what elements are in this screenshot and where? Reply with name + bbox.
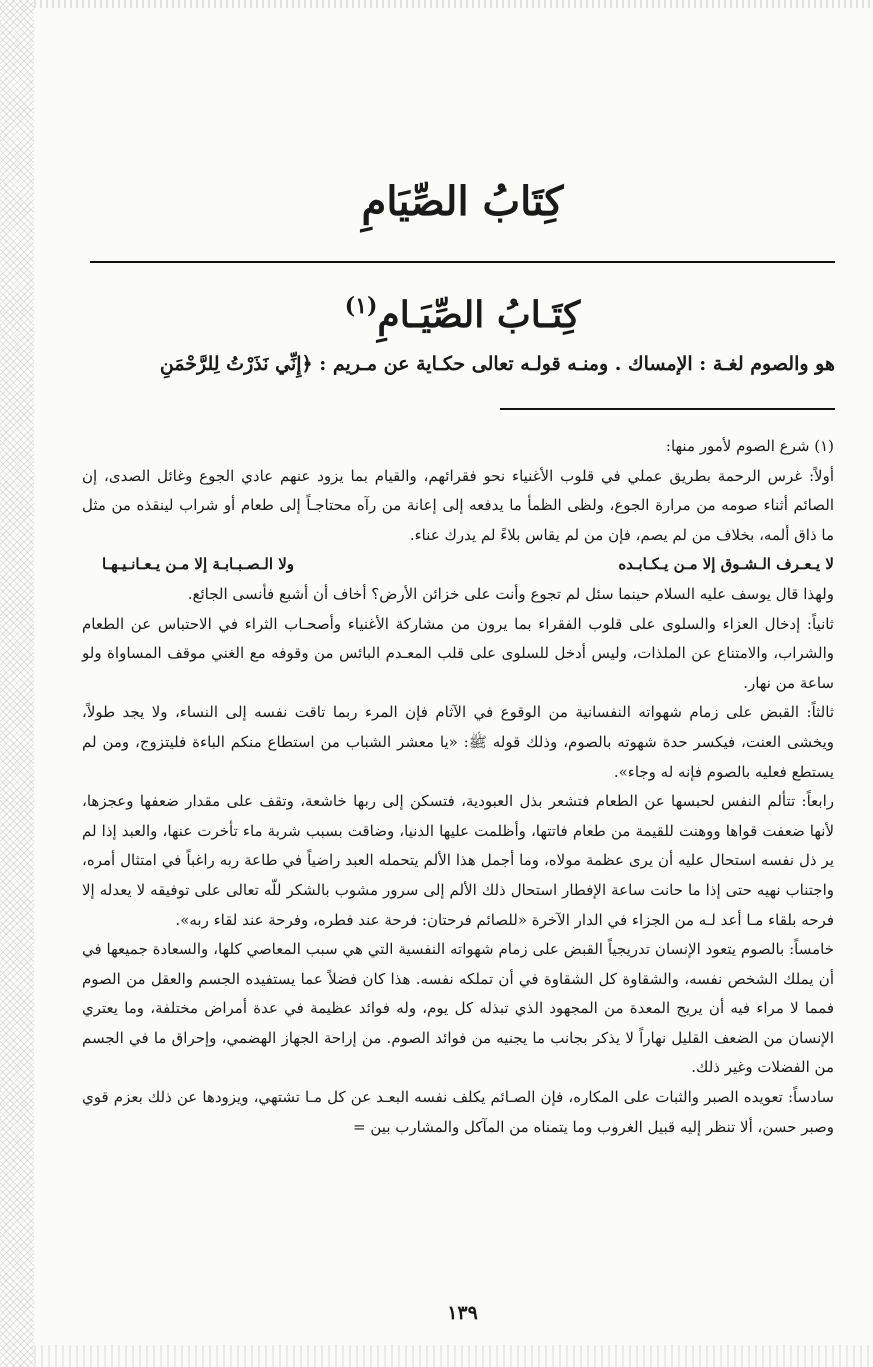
footnote-marker: (١)	[344, 293, 378, 319]
section-title	[90, 278, 835, 343]
poetry-hemistich-1: لا يـعـرف الـشـوق إلا مـن يـكـابـده	[618, 555, 834, 574]
poetry-verse	[82, 550, 834, 580]
footnote-paragraph-5: رابعاً: تتألم النفس لحبسها عن الطعام فتشعر بذل العبودية، فتسكن إلى ربها خاشعة، وتقف على مقدار ضعفها وعجزها، لأنها ضعفت قواها ووهنت للقيمة من طعام فاتتها، وأظلمت عليها الدنيا، وضاقت بسبب شربة ماء تأخرت عنها، والعبد إذا لم ير ذل نفسه استحال عليه أن يرى عظمة مولاه، وما أجمل هذا الألم يتحمله العبد راضياً في طاعة ربه راغباً في امتثال أمره، واجتناب نهيه حتى إذا ما حانت ساعة الإفطار استحال ذلك الألم إلى سرور مشوب بالشكر للّه تعالى على توفيقه لا يعدله إلا فرحه بلقاء مـا أعد لـه من الجزاء في الدار الآخرة «للصائم فرحتان: فرحة عند فطره، وفرحة عند لقاء ربه».	[82, 792, 834, 929]
header-divider	[90, 261, 835, 263]
footnote-paragraph-4: ثالثاً: القبض على زمام شهواته النفسانية من الوقوع في الآثام فإن المرء ربما تاقت نفسه إلى النساء، ولا يجد طولاً، ويخشى العنت، فيكسر حدة شهوته بالصوم، وذلك قوله ﷺ: «يا معشر الشباب من استطاع منكم الباءة فليتزوج، ومن لم يستطع فعليه بالصوم فإنه له وجاء».	[82, 703, 834, 781]
footnote-divider	[500, 408, 835, 410]
page-number: ١٣٩	[447, 1302, 478, 1324]
footnote-paragraph-3: ثانياً: إدخال العزاء والسلوى على قلوب الفقراء بما يرون من مشاركة الأغنياء وأصحـاب الثراء في الاحتباس عن الطعام والشراب، والامتناع عن الملذات، وليس أدخل للسلوى على قلب المعـدم البائس من وقوفه مع الغني موقف المساواة ولو ساعة من نهار.	[82, 614, 834, 692]
chapter-header: كِتَابُ الصِّيَامِ	[361, 178, 564, 225]
footnote-paragraph-7: سادساً: تعويده الصبر والثبات على المكاره، فإن الصـائم يكلف نفسه البعـد عن كل مـا تشتهي، ويزودها عن ذلك بعزم قوي وصبر حسن، ألا تنظر إليه قبيل الغروب وما يتمناه من المآكل والمشارب بين =	[82, 1088, 834, 1136]
footnote-heading: (١) شرع الصوم لأمور منها:	[665, 437, 834, 455]
poetry-hemistich-2: ولا الـصـبـابـة إلا مـن يـعـانـيـهـا	[102, 555, 295, 574]
footnote-paragraph-6: خامساً: بالصوم يتعود الإنسان تدريجياً القبض على زمام شهواته النفسية التي هي سبب المعاصي كلها، والسعادة جميعها في أن يملك الشخص نفسه، والشقاوة كل الشقاوة في أن تملكه نفسه. هذا كان فضلاً عما يستفيده الجسم والعقل من الصوم فمما لا مراء فيه أن يريح المعدة من المجهود الذي تبذله كل يوم، وله فوائد عظيمة في عدة أمراض مختلفة، وما يعتري الإنسان من الضعف القليل نهاراً لا يذكر بجانب ما يجنيه من فوائد الصوم. من إراحة الجهاز الهضمي، وإحراق ما في الجسم من الفضلات وغير ذلك.	[82, 940, 834, 1077]
footnote-paragraph-1: أولاً: غرس الرحمة بطريق عملي في قلوب الأغنياء نحو فقرائهم، والقيام بما يزود عنهم عادي الجوع وغائل الصدى، إن الصائم أثناء صومه من مرارة الجوع، ولظى الظمأ ما يدفعه إلى إعانة من رآه محتاجـاً إلى طعام أو شراب لينقذه من مثل ما ذاق ألمه، بخلاف من لم يصم، فإن من لم يقاس بلاءً لم يدرك عناء.	[82, 466, 834, 544]
intro-text: هو والصوم لغـة : الإمساك . ومنـه قولـه تعالى حكـاية عن مـريم : ﴿إِنِّي نَذَرْتُ لِلرَّحْمَنِ	[159, 353, 835, 375]
section-title-text: كِتَـابُ الصِّيَـامِ	[377, 294, 581, 336]
page-content	[82, 0, 835, 1367]
page-left-edge	[0, 0, 34, 1367]
footnote-paragraph-2: ولهذا قال يوسف عليه السلام حينما سئل لم تجوع وأنت على خزائن الأرض؟ أخاف أن أشبع فأنسى الجائع.	[187, 584, 834, 603]
footnotes	[82, 432, 834, 1142]
